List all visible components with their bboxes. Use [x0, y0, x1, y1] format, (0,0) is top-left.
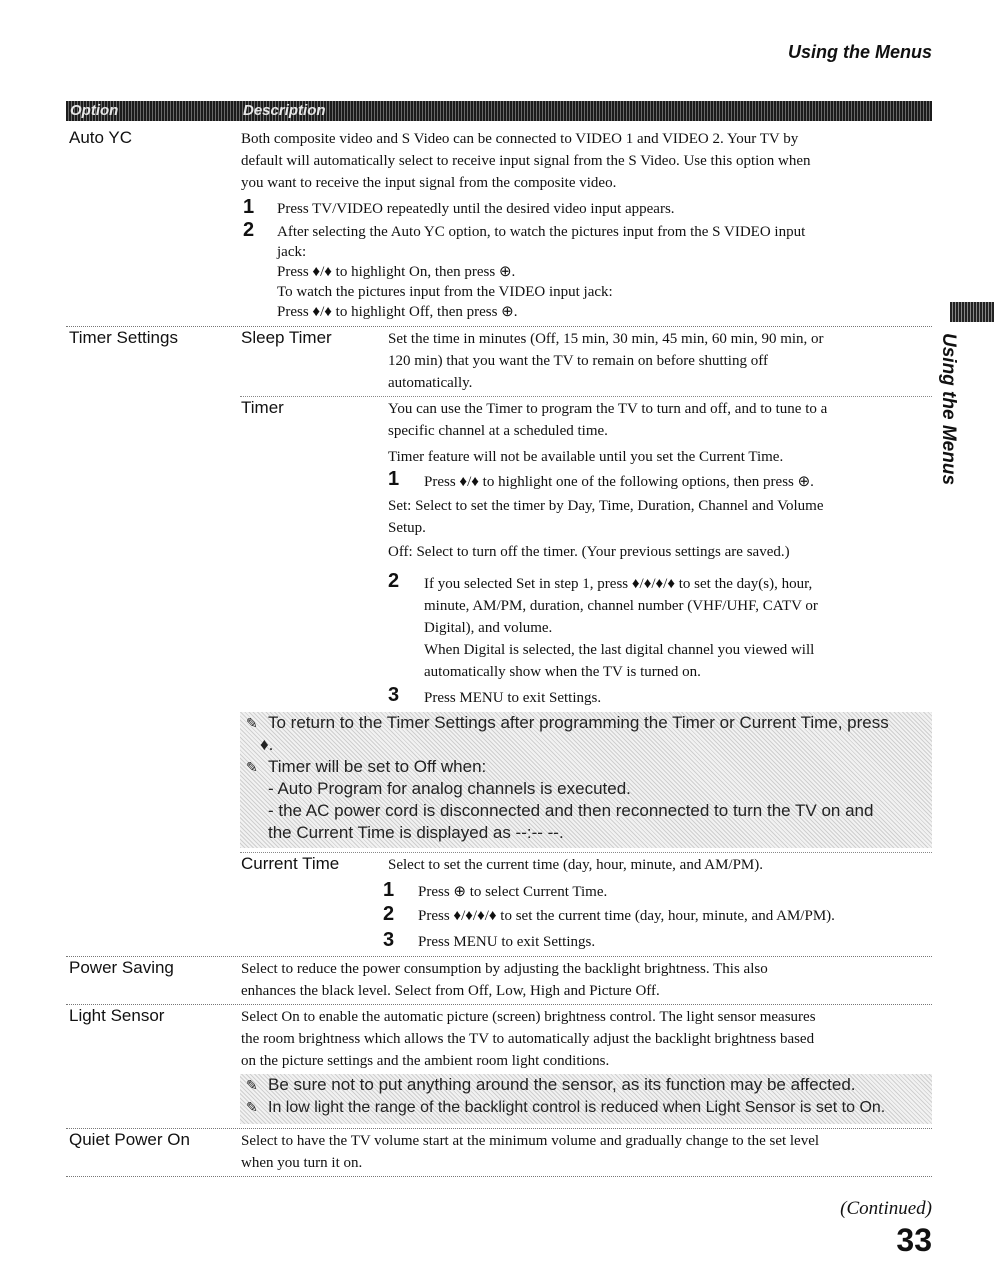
side-tab-marker	[950, 302, 994, 322]
option-quiet-power-on: Quiet Power On	[69, 1130, 190, 1149]
step-number: 1	[383, 879, 395, 901]
step-number: 2	[243, 219, 255, 241]
step-number: 1	[243, 196, 255, 218]
sub-option-timer: Timer	[241, 398, 284, 417]
sleep-timer-description: Set the time in minutes (Off, 15 min, 30 min, 45 min, 60 min, 90 min, or 120 min) that you want the TV to remain on before shutting off automatically.	[388, 331, 824, 391]
memo-icon: ✎	[246, 1099, 258, 1115]
timer-step-1: Press ♦/♦ to highlight one of the following options, then press ⊕.	[424, 474, 814, 490]
light-sensor-description: Select On to enable the automatic picture (screen) brightness control. The light sensor measures the room brightness which allows the TV to automatically adjust the backlight brightness based on the picture settings and the ambient room light conditions.	[241, 1009, 816, 1069]
row-divider	[66, 1128, 932, 1129]
current-time-description: Select to set the current time (day, hour, minute, and AM/PM).	[388, 857, 764, 873]
row-divider	[66, 956, 932, 957]
step-number: 2	[388, 570, 400, 592]
quiet-power-on-description: Select to have the TV volume start at the minimum volume and gradually change to the set level when you turn it on.	[241, 1133, 820, 1171]
option-auto-yc: Auto YC	[69, 128, 133, 147]
sub-option-sleep-timer: Sleep Timer	[241, 328, 332, 347]
row-divider	[66, 1004, 932, 1005]
option-power-saving: Power Saving	[69, 958, 174, 977]
column-header-option: Option	[70, 102, 119, 119]
timer-step-3: Press MENU to exit Settings.	[424, 690, 602, 706]
sub-row-divider	[240, 396, 932, 397]
power-saving-description: Select to reduce the power consumption by adjusting the backlight brightness. This also enhances the black level. Select from Off, Low, High and Picture Off.	[241, 961, 768, 999]
continued-label: (Continued)	[840, 1198, 932, 1219]
current-time-step-1: Press ⊕ to select Current Time.	[418, 884, 608, 900]
table-header-bar	[66, 101, 932, 121]
timer-set-option: Set: Select to set the timer by Day, Time, Duration, Channel and Volume Setup.	[388, 498, 824, 536]
memo-icon: ✎	[246, 759, 258, 775]
timer-notes-box: ✎ To return to the Timer Settings after programming the Timer or Current Time, press ♦. ✎ Timer will be set to Off when: - Auto Program for analog channels is executed. - the AC power cord is disconnected and then reconnected to turn the TV on and the Current Time is displayed as --:-- --.	[240, 712, 932, 848]
step-number: 3	[383, 929, 395, 951]
timer-off-option: Off: Select to turn off the timer. (Your previous settings are saved.)	[388, 544, 790, 560]
side-tab	[939, 333, 979, 493]
current-time-step-3: Press MENU to exit Settings.	[418, 934, 596, 950]
page-number: 33	[896, 1222, 932, 1258]
side-tab-label: Using the Menus	[938, 333, 959, 486]
step-number: 2	[383, 903, 395, 925]
option-light-sensor: Light Sensor	[69, 1006, 165, 1025]
timer-description: You can use the Timer to program the TV to turn and off, and to tune to a specific channel at a scheduled time.	[388, 401, 828, 439]
timer-step-2: If you selected Set in step 1, press ♦/♦/♦/♦ to set the day(s), hour, minute, AM/PM, duration, channel number (VHF/UHF, CATV or Digital), and volume. When Digital is selected, the last digital channel you viewed will automatically show when the TV is turned on.	[424, 576, 818, 680]
row-divider	[66, 1176, 932, 1177]
row-divider	[66, 326, 932, 327]
light-sensor-notes-box: ✎ Be sure not to put anything around the sensor, as its function may be affected. ✎ In low light the range of the backlight control is reduced when Light Sensor is set to On.	[240, 1074, 932, 1124]
step-number: 1	[388, 468, 400, 490]
step-number: 3	[388, 684, 400, 706]
sub-option-current-time: Current Time	[241, 854, 340, 873]
memo-icon: ✎	[246, 1077, 258, 1093]
auto-yc-step-1: Press TV/VIDEO repeatedly until the desired video input appears.	[277, 201, 675, 217]
timer-availability-note: Timer feature will not be available until you set the Current Time.	[388, 449, 784, 465]
auto-yc-description: Both composite video and S Video can be connected to VIDEO 1 and VIDEO 2. Your TV by default will automatically select to receive input signal from the S Video. Use this option when you want to receive the input signal from the composite video.	[241, 131, 811, 191]
option-timer-settings: Timer Settings	[69, 328, 178, 347]
memo-icon: ✎	[246, 715, 258, 731]
sub-row-divider	[240, 852, 932, 853]
current-time-step-2: Press ♦/♦/♦/♦ to set the current time (day, hour, minute, and AM/PM).	[418, 908, 835, 924]
auto-yc-step-2: After selecting the Auto YC option, to watch the pictures input from the S VIDEO input jack: Press ♦/♦ to highlight On, then press ⊕. To watch the pictures input from the VIDEO input jack: Press ♦/♦ to highlight Off, then press ⊕.	[277, 224, 806, 320]
column-header-description: Description	[243, 102, 326, 119]
page-header-title: Using the Menus	[787, 42, 932, 62]
